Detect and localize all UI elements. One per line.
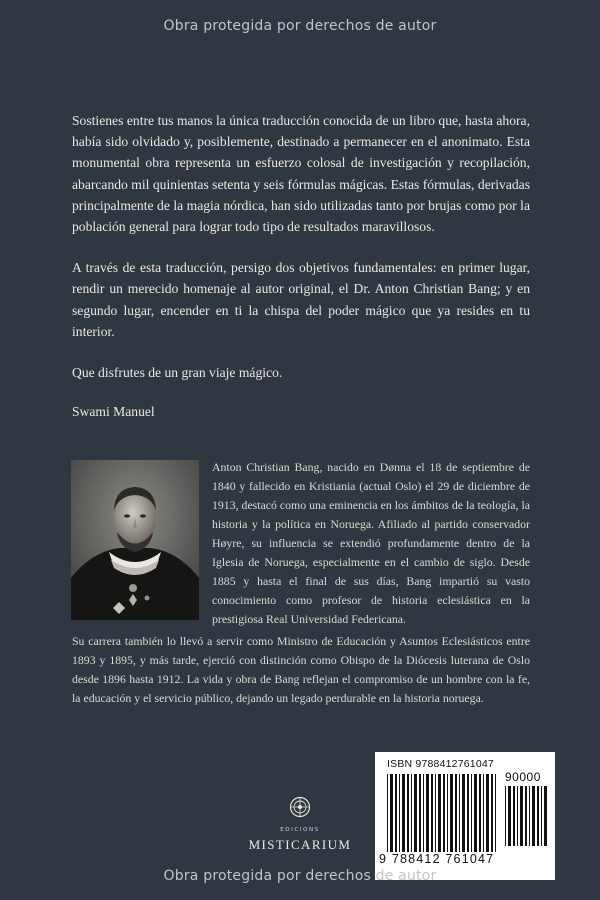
barcode-bar [387, 774, 388, 858]
barcode-bar [508, 786, 511, 846]
barcode-bar [532, 786, 535, 846]
barcode-bar [411, 774, 412, 858]
author-portrait [71, 460, 199, 620]
barcode-bar [426, 774, 429, 858]
watermark-top: Obra protegida por derechos de autor [163, 18, 437, 34]
barcode-bar [544, 786, 547, 846]
barcode-bar [399, 774, 400, 858]
barcode-bar [495, 774, 496, 858]
intro-paragraph-1: Sostienes entre tus manos la única traducción conocida de un libro que, hasta ahora, había sido olvidado y, posiblemente, destinado a permanecer en el anonimato. Esta monumental obra representa un esfuerzo colosal de investigación y recopilación, abarcando mil quinientas setenta y seis fórmulas mágicas. Estas fórmulas, derivadas principalmente de la magia nórdica, han sido utilizadas tanto por brujas como por la población general para lograr todo tipo de resultados maravillosos. [72, 113, 530, 235]
barcode-bar [450, 774, 453, 858]
author-bio: Anton Christian Bang, nacido en Dønna el 18 de septiembre de 1840 y fallecido en Kristiania (actual Oslo) el 29 de diciembre de 1913, destacó como una eminencia en los ámbitos de la teología, la historia y la política en Noruega. Afiliado al partido conservador Høyre, su influencia se extendió profundamente dentro de la Iglesia de Noruega, especialmente en el cambio de siglo. Desde 1885 y hasta el final de sus días, Bang impartió su vasto conocimiento como profesor de historia eclesiástica en la prestigiosa Real Universidad Federicana. [212, 460, 530, 626]
barcode-bar [491, 774, 493, 858]
barcode-bar [407, 774, 409, 858]
barcode-bar [462, 774, 465, 858]
barcode-area [375, 752, 555, 880]
barcode-main-icon [387, 774, 499, 858]
barcode-bar [517, 786, 518, 846]
barcode-bar [529, 786, 530, 846]
barcode-bar [486, 774, 489, 858]
barcode-bar [520, 786, 523, 846]
intro-paragraph-2: A través de esta traducción, persigo dos objetivos fundamentales: en primer lugar, rendir un merecido homenaje al autor original, el Dr. Anton Christian Bang; y en segundo lugar, encender en ti la chispa del poder mágico que ya resides en tu interior. [72, 260, 530, 339]
barcode-bar [435, 774, 436, 858]
intro-text [72, 110, 530, 442]
isbn-digits: 9 788412 761047 [379, 852, 499, 866]
publisher-logo [240, 796, 360, 853]
barcode-bar [443, 774, 445, 858]
barcode-bar [447, 774, 448, 858]
barcode-bar [395, 774, 397, 858]
barcode-bar [414, 774, 417, 858]
author-portrait-image [71, 460, 199, 620]
publisher-label: EDICIONS [280, 827, 320, 833]
barcode-bar [423, 774, 424, 858]
barcode-bar [471, 774, 472, 858]
publisher-name: MISTICARIUM [248, 837, 352, 852]
barcode-bar [459, 774, 460, 858]
isbn-label: ISBN 9788412761047 [387, 758, 494, 770]
barcode-bar [483, 774, 484, 858]
barcode-bar [402, 774, 405, 858]
signature: Swami Manuel [72, 404, 155, 420]
price-code: 90000 [505, 770, 541, 784]
barcode-bar [525, 786, 527, 846]
barcode-bar [505, 786, 506, 846]
barcode-bar [513, 786, 515, 846]
barcode-bar [390, 774, 393, 858]
barcode-bar [419, 774, 421, 858]
intro-paragraph-3: Que disfrutes de un gran viaje mágico. [72, 365, 283, 381]
publisher-emblem-icon [289, 796, 311, 818]
barcode-addon-icon [505, 786, 547, 846]
barcode-bar [467, 774, 469, 858]
barcode-bar [438, 774, 441, 858]
author-bio-continued: Su carrera también lo llevó a servir como Ministro de Educación y Asuntos Eclesiásticos entre 1893 y 1895, y más tarde, ejerció con distinción como Obispo de la Diócesis luterana de Oslo desde 1896 hasta 1912. La vida y obra de Bang reflejan el compromiso de un hombre con la fe, la educación y el servicio público, dejando un legado perdurable en la historia noruega. [72, 634, 530, 705]
barcode-bar [474, 774, 477, 858]
barcode-bar [541, 786, 542, 846]
barcode-bar [455, 774, 457, 858]
barcode-bar [479, 774, 481, 858]
watermark-bottom: Obra protegida por derechos de autor [163, 868, 437, 884]
barcode-bar [537, 786, 539, 846]
barcode-bar [431, 774, 433, 858]
